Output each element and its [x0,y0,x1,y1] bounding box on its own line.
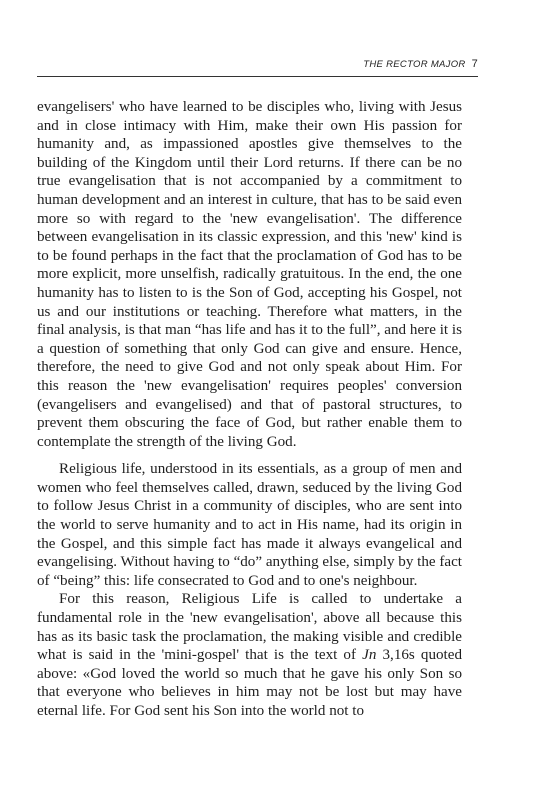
scripture-reference: Jn [362,647,377,664]
paragraph-2: Religious life, understood in its essentials, as a group of men and women who feel themselves called, drawn, seduced by the living God to follow Jesus Christ in a community of disciples, who are sent into the world to serve humanity and to act in His name, had its origin in the Gospel, and this simple fact has made it always evangelical and evangelising. Without having to “do” anything else, simply by the fact of “being” this: life consecrated to God and to one's neighbour. [37,461,463,589]
paragraph-3-text-end: 3,16s quoted above: «God loved the world so much that he gave his only Son so that everyone who believes in him may not be lost but may have eternal life. For God sent his Son into the world not to [37,647,462,719]
body-text [37,98,462,721]
paragraph-1: evangelisers' who have learned to be disciples who, living with Jesus and in close intimacy with Him, make their own His passion for humanity and, as impassioned apostles give themselves to the building of the Kingdom until their Lord returns. If there can be no true evangelisation that is not accompanied by a commitment to human development and an interest in culture, that has to be said even more so with regard to the 'new evangelisation'. The difference between evangelisation in its classic expression, and this 'new' kind is to be found perhaps in the fact that the proclamation of God has to be more explicit, more unselfish, radically gratuitous. In the end, the one humanity has to listen to is the Son of God, accepting his Gospel, not us and our institutions or teaching. Therefore what matters, in the final analysis, is that man “has life and has it to the full”, and here it is a question of something that only God can give and ensure. Hence, therefore, the need to give God and not only speak about Him. For this reason the 'new evangelisation' requires peoples' conversion (evangelisers and evangelised) and that of pastoral structures, to prevent them obscuring the face of God, but rather enable them to contemplate the strength of the living God. [37,99,462,450]
paragraph-3-text-start: For this reason, Religious Life is called to undertake a fundamental role in the 'new evangelisation', above all because this has as its basic task the proclamation, the making visible and credible what is said in the 'mini-gospel' that is the text of [37,591,462,664]
page-number: 7 [471,58,478,70]
running-title: THE RECTOR MAJOR [363,59,466,70]
paragraph-3 [37,590,462,720]
running-header [37,58,478,77]
